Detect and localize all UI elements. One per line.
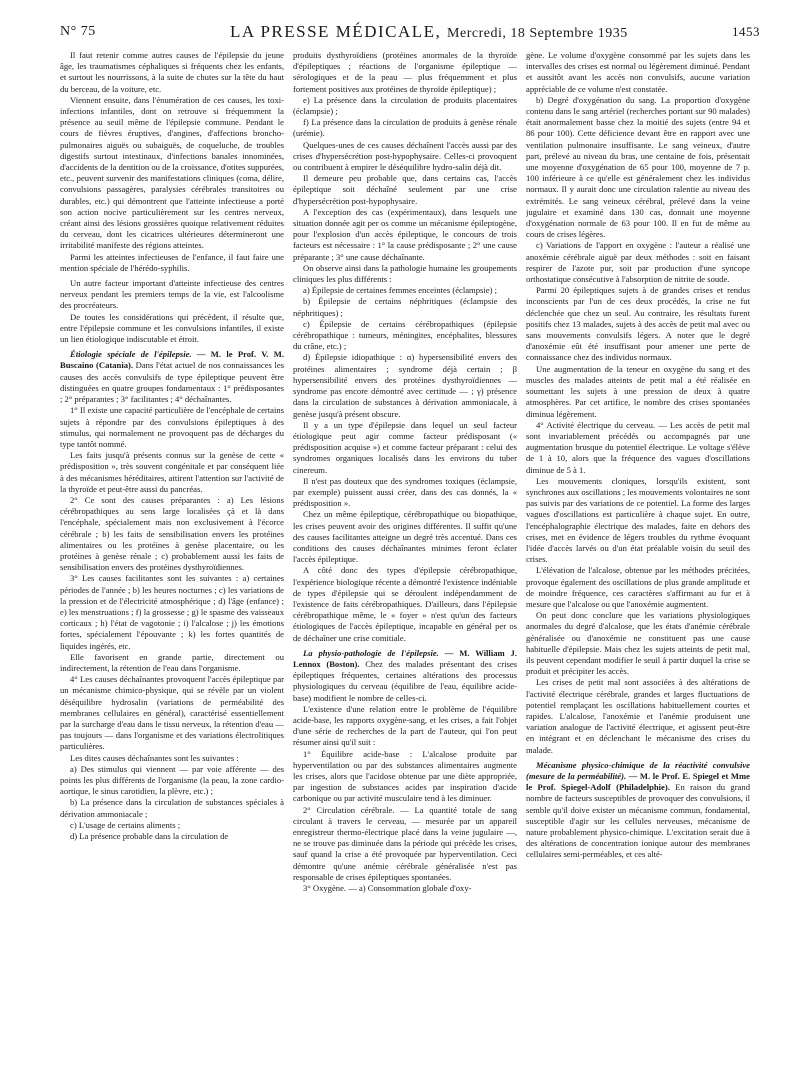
paragraph: Elle favorisent en grande partie, directement ou indirectement, la rétention de l'eau dans l'organisme. [60,651,284,673]
section-author: — M. le Prof. E. Spiegel et Mme le Prof. Spiegel-Adolf (Philadelphie). [526,771,750,793]
paragraph: c) L'usage de certains aliments ; [70,819,181,830]
column-1 [60,50,284,1060]
section-title: Étiologie spéciale de l'épilepsie. [70,349,192,360]
paragraph: Il demeure peu probable que, dans certains cas, l'accès épileptique soit déchaîné seulement par une crise d'hypersécrétion post-hypophysaire. [293,173,517,206]
paragraph: c) Épilepsie de certains cérébropathiques (épilepsie cérébropathique : tumeurs, méningites, encéphalites, blessures du crâne, etc.) ; [293,318,517,352]
paragraph: On peut donc conclure que les variations physiologiques anormales du degré d'alcalose, que les états d'anémie cérébrale généralisée ou d'anoxémie ne constituent pas une cause habituelle d'épilepsie. Mais chez les sujets atteints de petit mal, ils peuvent cependant modifier le seuil à partir duquel la crise se produit et précipiter les accès. [526,610,750,677]
paragraph: d) La présence probable dans la circulation de [70,831,229,842]
page-header [60,22,760,50]
issue-number: N° 75 [60,24,96,39]
section-author: — M. William J. Lennox (Boston). [293,647,517,669]
column-3 [526,50,750,1060]
section-title: La physio-pathologie de l'épilepsie. [303,647,439,658]
paragraph: Un autre facteur important d'atteinte infectieuse des centres nerveux pendant les premiers temps de la vie, est l'alcoolisme des procréateurs. [60,278,284,311]
paragraph: On observe ainsi dans la pathologie humaine les groupements cliniques les plus différents : [293,262,517,285]
paragraph: Parmi 20 épileptiques sujets à de grandes crises et rendus inconscients par l'un de ces deux procédés, la crise ne fut déclenchée que chez un seul. Au contraire, les résultats furent positifs chez 13 malades, sujets à des accès de petit mal avec ou sans mouvements convulsifs légers. A noter que le degré d'anoxémie eût été insuffisant pour amener une perte de connaissance chez des individus normaux. [526,285,750,363]
paragraph: a) Des stimulus qui viennent — par voie afférente — des points les plus différents de l'organisme (la peau, la zone cardio-aortique, le sinus carotidien, la plèvre, etc.) ; [60,763,284,797]
paragraph: 2° Ce sont des causes préparantes : a) Les lésions cérébropathiques au sens large localisées çà et là dans l'encéphale, spécialement mais non exclusivement à l'écorce cérébrale ; b) les faits de sensibilisation envers les protéines alimentaires ou les protéines à genèse placentaire, ou les protéines à genèse rénale ; c) probablement aussi les faits de sensibilisation envers des protéines dysthyroïdiennes. [60,494,284,573]
paragraph: A l'exception des cas (expérimentaux), dans lesquels une situation donnée agit per os comme un mécanisme épileptogène, pour l'explosion d'un accès épileptique, le concours de trois facteurs est nécessaire : 1° la cause prédisposante ; 2° une cause préparante ; 3° une cause déchaînante. [293,206,517,262]
paragraph: Les faits jusqu'à présents connus sur la genèse de cette « prédisposition », très souvent congénitale et par conséquent liée à des mécanismes héréditaires, attirent l'attention sur l'activité de la thyroïde et peut-être aussi du pancréas. [60,450,284,494]
paragraph: Dans l'état actuel de nos connaissances les causes des accès convulsifs de type épileptique peuvent être distinguées en quatre groupes fondamentaux : 1° prédisposantes ; 2° préparantes ; 3° facilitantes ; 4° déchaînantes. [60,360,284,405]
paragraph: 1° Équilibre acide-base : L'alcalose produite par hyperventilation ou par des substances alimentaires augmente les crises, alors que l'acidose obtenue par une diète appropriée, par ingestion de substances acides par inspiration d'acide carbonique ou par activité musculaire tend à les diminuer. [293,748,517,804]
paragraph: Une augmentation de la teneur en oxygène du sang et des muscles des malades atteints de petit mal a été réalisée en soumettant les sujets à une pression de deux à quatre atmosphères. Par cet artifice, le nombre des crises spontanées diminua légèrement. [526,363,750,419]
paragraph: Il y a un type d'épilepsie dans lequel un seul facteur étiologique peut agir comme facteur prédisposant (« prédisposition acquise ») et comme facteur préparant : celui des syndromes organiques localisés dans les environs du tuber cinereum. [293,419,517,475]
section-title: Mécanisme physico-chimique de la réactivité convulsive (mesure de la perméabilité). [526,759,750,781]
paragraph: b) La présence dans la circulation de substances spéciales à dérivation ammoniacale ; [60,797,284,819]
paragraph: De toutes les considérations qui précèdent, il résulte que, entre l'épilepsie commune et les convulsions infantiles, il existe un lien étiologique indiscutable et étroit. [60,311,284,345]
section-heading [526,760,750,861]
paragraph: 4° Activité électrique du cerveau. — Les accès de petit mal sont invariablement précédés ou accompagnés par une augmentation brusque du potentiel électrique. Le voltage s'élève de 1 à 10, alors que la fréquence des vagues d'oscillations diminue de 5 à 1. [526,419,750,475]
section-heading [293,648,517,704]
paragraph: d) Épilepsie idiopathique : α) hypersensibilité envers des protéines alimentaires ; syndrome déjà certain ; β hypersensibilité envers des protéines dysthyroïdiennes — syndrome pas encore démontré avec certitude — ; γ) présence dans la circulation de substances à dérivation ammoniacale, à genèse jusqu'à présent obscure. [293,352,517,419]
paragraph: 3° Les causes facilitantes sont les suivantes : a) certaines périodes de l'année ; b) les heures nocturnes ; c) les variations de la pression et de l'électricité atmosphérique ; d) l'âge (enfance) ; e) les menstruations ; f) la grossesse ; g) le spasme des vaisseaux corticaux ; h) l'état de vagotonie ; i) l'alcalose ; j) les émotions fortes, spécialement l'épouvante ; k) les fortes quantités de liquides ingérés, etc. [60,573,284,651]
paragraph: produits dysthyroïdiens (protéines anormales de la thyroïde d'épileptiques ; réactions de l'organisme épileptique — sérologiques et de la peau — plus fréquemment et plus fortement positives aux protéines de thyroïde épileptique) ; [293,50,517,94]
paragraph: 2° Circulation cérébrale. — La quantité totale de sang circulant à travers le cerveau, — mesurée par un appareil enregistreur thermo-électrique placé dans la veine jugulaire —, ne se trouve pas diminuée dans la période qui précède les crises, sauf quand la crise a été provoquée par hyperventilation. Ceci démontre qu'une anémie cérébrale généralisée n'est pas responsable de crises épileptiques spontanées. [293,804,517,882]
paragraph: Il faut retenir comme autres causes de l'épilepsie du jeune âge, les traumatismes céphaliques si fréquents chez les enfants, et surtout les nourrissons, à la suite de chutes sur la tête du haut du berceau, de la voiture, etc. [60,50,284,94]
page-number: 1453 [732,24,760,39]
section-author: — M. le Prof. V. M. Buscaino (Catania). [60,349,284,371]
paragraph: Parmi les atteintes infectieuses de l'enfance, il faut faire une mention spéciale de l'hérédo-syphilis. [60,251,284,273]
journal-title [230,22,628,42]
journal-name: LA PRESSE MÉDICALE, [230,22,442,41]
paragraph: L'élévation de l'alcalose, obtenue par les méthodes précitées, provoque également des oscillations de plus grande amplitude et de moindre fréquence, ces caractères s'affirmant au fur et à mesure que l'alcalose ou que l'anoxémie augmentent. [526,565,750,609]
paragraph: Les dites causes déchaînantes sont les suivantes : [70,752,239,763]
paragraph: f) La présence dans la circulation de produits à genèse rénale (urémie). [293,117,517,139]
paragraph: Viennent ensuite, dans l'énumération de ces causes, les toxi-infections infantiles, dont on retrouve si fréquemment la présence au seuil même de l'épilepsie commune. Pendant le cours de fièvres éruptives, d'angines, d'affections broncho-pulmonaires aiguës ou subaiguës, de coqueluche, de troubles digestifs surtout intestinaux, d'infections banales innominées, d'accidents de la dentition ou de la croissance, d'otites suppurées, etc., peuvent survenir des manifestations cliniques (coma, délire, convulsions passagères, paralysies cérébrales transitoires ou durables, etc.) qui démontrent que l'atteinte infectieuse a porté son action nocive particulièrement sur les centres nerveux, créant ainsi des lésions grossières quoique relativement réduites du cerveau, dont les cicatrices ultérieures détermineront une irritabilité manifeste des régions atteintes. [60,94,284,251]
paragraph: Chez un même épileptique, cérébropathique ou biopathique, les crises peuvent avoir des origines différentes. Il suffit qu'une des causes facilitantes atteigne un degré très accentué. Dans ces conditions des causes déchaînantes minimes feront éclater l'accès épileptique. [293,509,517,565]
article-columns [60,50,760,1060]
paragraph: A côté donc des types d'épilepsie cérébropathique, l'expérience biologique récente a démontré l'existence indéniable de types d'épilepsie qui se déroulent indépendamment de l'existence de faits cérébropathiques. D'ailleurs, dans l'épilepsie cérébropathique même, le « foyer » n'est qu'un des facteurs étiologiques de l'accès épileptique, incapable en général per os de déchaîner une crise comitiale. [293,565,517,643]
paragraph: En raison du grand nombre de facteurs susceptibles de provoquer des convulsions, il semble qu'il doive exister un mécanisme commun, fondamental, susceptible d'agir sur les cellules nerveuses, mécanisme de nature probablement physico-chimique. L'excitation serait due à des altérations de concentration ionique autour des membranes cellulaires semi-perméables, et ces alté- [526,782,750,860]
paragraph: 3° Oxygène. — a) Consommation globale d'oxy- [303,883,472,894]
paragraph: Chez des malades présentant des crises épileptiques fréquentes, certaines altérations des processus physiologiques du cerveau (équilibre de l'eau, équilibre acide-base) modifient le nombre de celles-ci. [293,658,517,703]
paragraph: Les mouvements cloniques, lorsqu'ils existent, sont synchrones aux oscillations ; les mouvements volontaires ne sont pas suivis par des variations de ce potentiel. La forme des larges vagues d'oscillations est particulière à chaque sujet. En outre, l'encéphalographie électrique des malades, faite en dehors des crises, met en évidence de légers troubles du rythme évoquant l'idée d'accès larvés ou d'un état préalable voisin du seuil des crises. [526,475,750,565]
section-heading [60,349,284,405]
paragraph: gène. Le volume d'oxygène consommé par les sujets dans les intervalles des crises est normal ou légèrement diminué. Pendant et aussitôt avant les accès non convulsifs, aucune variation appréciable de ce volume n'est constatée. [526,50,750,94]
column-2 [293,50,517,1060]
paragraph: L'existence d'une relation entre le problème de l'équilibre acide-base, les rapports oxygène-sang, et les crises, a fait l'objet d'une série de recherches de la part de l'auteur, qui l'on peut résumer ainsi qu'il suit : [293,703,517,748]
paragraph: e) La présence dans la circulation de produits placentaires (éclampsie) ; [293,94,517,117]
paragraph: a) Épilepsie de certaines femmes enceintes (éclampsie) ; [303,285,497,296]
paragraph: 4° Les causes déchaînantes provoquent l'accès épileptique par un mécanisme chimico-physique, qui se révèle par un violent déséquilibre hydrosalin (variations de perméabilité des membranes cellulaires en général), caractérisé essentiellement par la surcharge d'eau dans le tissu nerveux, la rétention d'eau — pas toujours — dans l'organisme et des variations électrolitiques particulières. [60,674,284,752]
issue-date: Mercredi, 18 Septembre 1935 [447,26,628,41]
paragraph: c) Variations de l'apport en oxygène : l'auteur a réalisé une anoxémie cérébrale aiguë par deux méthodes : soit en faisant respirer de l'azote pur, soit par production d'une syncope orthostatique consécutive à l'absorption de nitrite de soude. [526,240,750,285]
paragraph: Les crises de petit mal sont associées à des altérations de l'activité électrique cérébrale, grandes et larges fluctuations de potentiel remplaçant les oscillations habituellement courtes et rapides. L'alcalose, l'anoxémie et l'anémie produisent une variation analogue de l'activité électrique, et agissent peut-être en intégrant et en déclenchant le mécanisme des crises du malade. [526,677,750,755]
paragraph: Il n'est pas douteux que des syndromes toxiques (éclampsie, par exemple) puissent aussi créer, dans des cas donnés, la « prédisposition ». [293,475,517,509]
paragraph: Quelques-unes de ces causes déchaînent l'accès aussi par des crises d'hypersécrétion post-hypophysaire. Celles-ci provoquent ou contribuent à empirer le déséquilibre hydro-salin déjà dit. [293,139,517,173]
paragraph: 1° Il existe une capacité particulière de l'encéphale de certains sujets à répondre par des convulsions épileptiques à des stimulus, qui normalement ne provoquent pas de décharges du type tantôt nommé. [60,405,284,449]
paragraph: b) Épilepsie de certains néphritiques (éclampsie des néphritiques) ; [293,296,517,318]
paragraph: b) Degré d'oxygénation du sang. La proportion d'oxygène contenu dans le sang artériel (recherches portant sur 90 malades) était anormalement basse chez la moitié des sujets (entre 94 et 86 pour 100). Cette déficience devant être en rapport avec une ventilation pulmonaire insuffisante. Le sang veineux, d'autre part, prélevé au niveau du bras, une centaine de fois, présentait une moyenne d'oxygénation de 65 pour 100, moyenne de 7 p. 100 inférieure à ce qu'elle est généralement chez les individus normaux. Il y aurait donc une circulation ralentie au niveau des extrémités. Le sang veineux cérébral, prélevé dans la veine jugulaire et examiné dans 130 cas, donnait une moyenne d'oxygénation normale de 63 pour 100. Il en fut de même au cours de crises légères. [526,94,750,240]
